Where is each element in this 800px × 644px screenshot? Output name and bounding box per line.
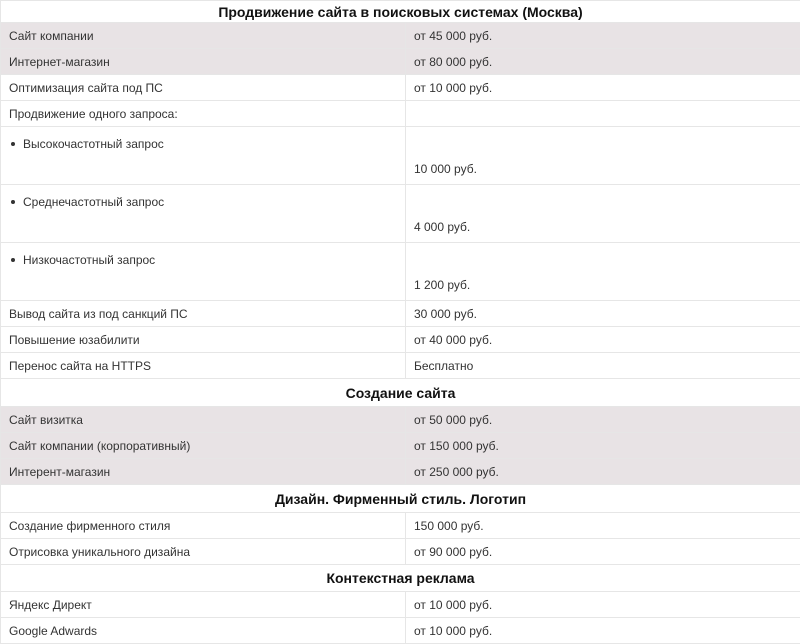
price-row bbox=[1, 618, 800, 644]
price-value: 150 000 руб. bbox=[414, 519, 484, 533]
service-label: Сайт компании (корпоративный) bbox=[9, 439, 190, 453]
service-label: Интернет-магазин bbox=[9, 55, 110, 69]
price-cell bbox=[406, 327, 800, 353]
service-cell bbox=[1, 185, 406, 243]
service-cell bbox=[1, 459, 406, 485]
section-header-row bbox=[1, 379, 800, 407]
price-value: 1 200 руб. bbox=[414, 278, 470, 292]
price-cell bbox=[406, 75, 800, 101]
service-label: Оптимизация сайта под ПС bbox=[9, 81, 163, 95]
price-value: 30 000 руб. bbox=[414, 307, 477, 321]
price-row bbox=[1, 101, 800, 127]
bullet-icon bbox=[11, 142, 15, 146]
section-title: Дизайн. Фирменный стиль. Логотип bbox=[1, 485, 800, 513]
price-row bbox=[1, 327, 800, 353]
price-row bbox=[1, 75, 800, 101]
price-value: от 10 000 руб. bbox=[414, 598, 492, 612]
price-cell bbox=[406, 185, 800, 243]
price-row bbox=[1, 433, 800, 459]
section-title: Продвижение сайта в поисковых системах (Москва) bbox=[1, 1, 800, 23]
service-label: Среднечастотный запрос bbox=[23, 195, 164, 209]
service-label: Отрисовка уникального дизайна bbox=[9, 545, 190, 559]
price-row bbox=[1, 513, 800, 539]
price-row bbox=[1, 127, 800, 185]
bullet-icon bbox=[11, 258, 15, 262]
price-row bbox=[1, 539, 800, 565]
service-cell bbox=[1, 353, 406, 379]
price-value: от 45 000 руб. bbox=[414, 29, 492, 43]
price-value: 10 000 руб. bbox=[414, 162, 477, 176]
service-cell bbox=[1, 407, 406, 433]
service-label: Интерент-магазин bbox=[9, 465, 110, 479]
price-cell bbox=[406, 23, 800, 49]
price-value: от 250 000 руб. bbox=[414, 465, 499, 479]
service-label: Перенос сайта на HTTPS bbox=[9, 359, 151, 373]
service-label: Сайт компании bbox=[9, 29, 94, 43]
price-value: от 50 000 руб. bbox=[414, 413, 492, 427]
price-row bbox=[1, 459, 800, 485]
price-row bbox=[1, 243, 800, 301]
service-label: Продвижение одного запроса: bbox=[9, 107, 178, 121]
service-label: Повышение юзабилити bbox=[9, 333, 140, 347]
service-label: Низкочастотный запрос bbox=[23, 253, 155, 267]
price-cell bbox=[406, 459, 800, 485]
price-value: 4 000 руб. bbox=[414, 220, 470, 234]
price-cell bbox=[406, 539, 800, 565]
service-cell bbox=[1, 23, 406, 49]
price-value: от 40 000 руб. bbox=[414, 333, 492, 347]
section-header-row bbox=[1, 485, 800, 513]
price-value: от 90 000 руб. bbox=[414, 545, 492, 559]
service-cell bbox=[1, 301, 406, 327]
price-row bbox=[1, 49, 800, 75]
bullet-icon bbox=[11, 200, 15, 204]
service-cell bbox=[1, 101, 406, 127]
price-cell bbox=[406, 243, 800, 301]
price-row bbox=[1, 407, 800, 433]
service-cell bbox=[1, 327, 406, 353]
service-label: Яндекс Директ bbox=[9, 598, 92, 612]
section-header-row bbox=[1, 1, 800, 23]
service-cell bbox=[1, 592, 406, 618]
price-value: от 80 000 руб. bbox=[414, 55, 492, 69]
service-label: Высокочастотный запрос bbox=[23, 137, 164, 151]
service-cell bbox=[1, 618, 406, 644]
price-value: от 150 000 руб. bbox=[414, 439, 499, 453]
service-label: Создание фирменного стиля bbox=[9, 519, 170, 533]
service-cell bbox=[1, 433, 406, 459]
price-cell bbox=[406, 513, 800, 539]
price-cell bbox=[406, 353, 800, 379]
service-cell bbox=[1, 49, 406, 75]
price-value: от 10 000 руб. bbox=[414, 81, 492, 95]
service-cell bbox=[1, 539, 406, 565]
service-cell bbox=[1, 75, 406, 101]
section-title: Создание сайта bbox=[1, 379, 800, 407]
service-cell bbox=[1, 127, 406, 185]
price-cell bbox=[406, 407, 800, 433]
price-cell bbox=[406, 301, 800, 327]
service-label: Сайт визитка bbox=[9, 413, 83, 427]
service-cell bbox=[1, 243, 406, 301]
price-value: от 10 000 руб. bbox=[414, 624, 492, 638]
price-cell bbox=[406, 618, 800, 644]
price-cell bbox=[406, 592, 800, 618]
price-cell bbox=[406, 49, 800, 75]
service-label: Google Adwards bbox=[9, 624, 97, 638]
price-row bbox=[1, 185, 800, 243]
price-row bbox=[1, 23, 800, 49]
service-cell bbox=[1, 513, 406, 539]
service-label: Вывод сайта из под санкций ПС bbox=[9, 307, 188, 321]
price-row bbox=[1, 353, 800, 379]
price-row bbox=[1, 301, 800, 327]
price-value: Бесплатно bbox=[414, 359, 473, 373]
price-cell bbox=[406, 433, 800, 459]
price-row bbox=[1, 592, 800, 618]
price-cell bbox=[406, 101, 800, 127]
section-header-row bbox=[1, 565, 800, 592]
section-title: Контекстная реклама bbox=[1, 565, 800, 592]
price-table-body bbox=[1, 1, 800, 644]
price-cell bbox=[406, 127, 800, 185]
